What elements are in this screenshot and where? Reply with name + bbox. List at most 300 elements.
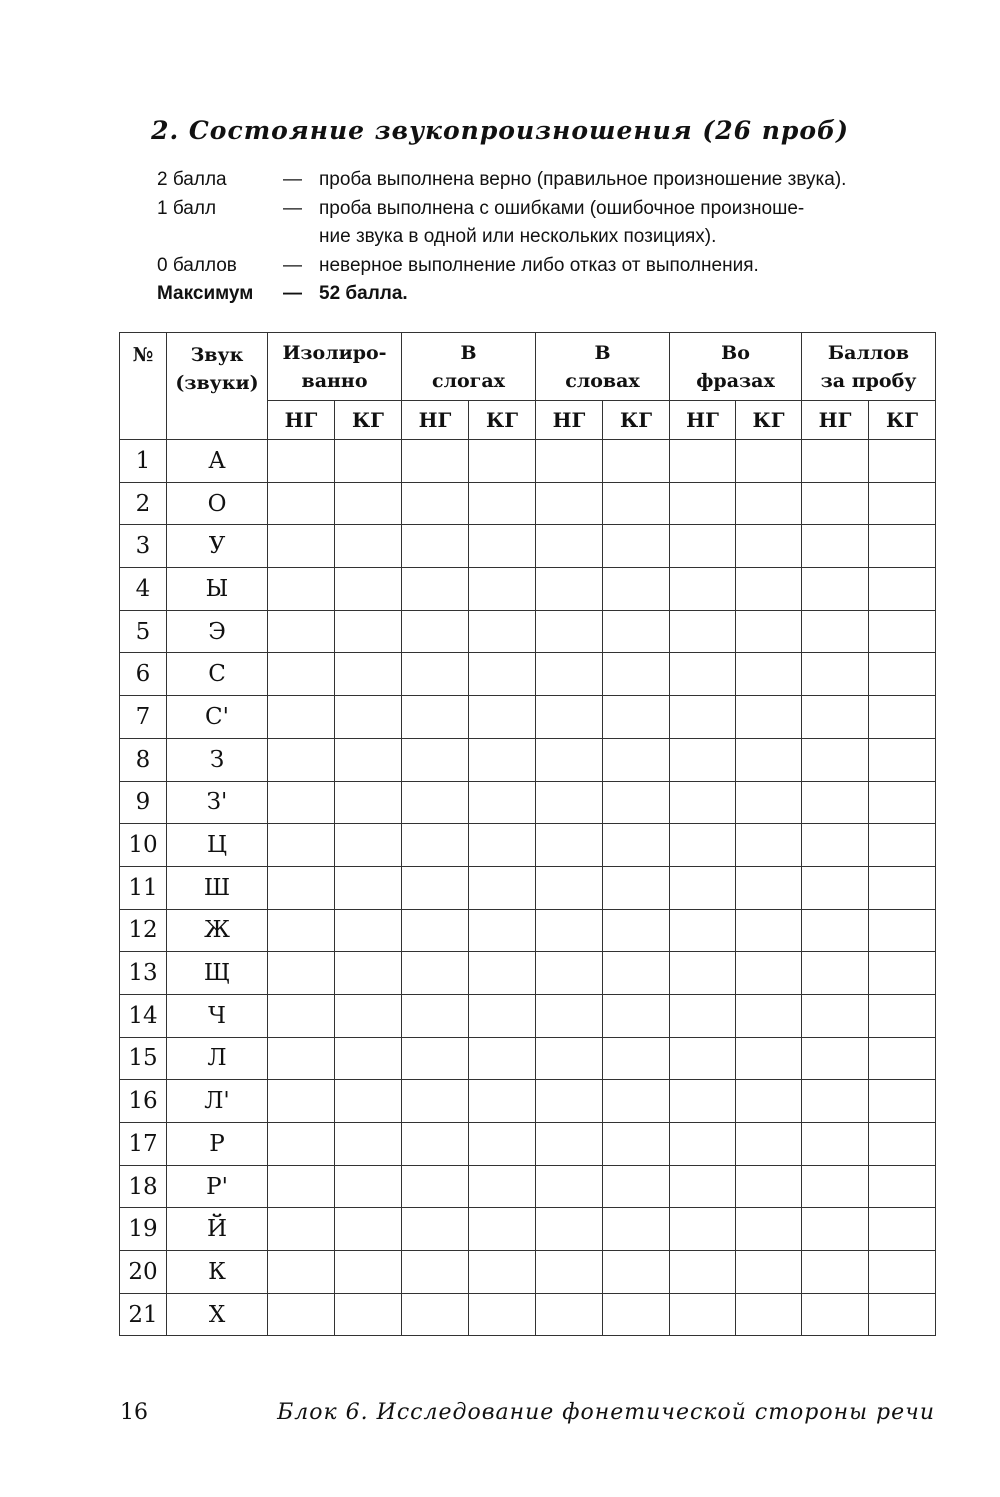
score-cell-kg[interactable] (736, 1123, 802, 1166)
score-cell-ng[interactable] (268, 1080, 335, 1123)
score-cell-kg[interactable] (869, 952, 936, 995)
score-cell-ng[interactable] (268, 952, 335, 995)
row-sound: Р' (167, 1165, 268, 1208)
score-cell-kg[interactable] (869, 610, 936, 653)
score-cell-kg[interactable] (469, 696, 536, 739)
score-cell-kg[interactable] (603, 1080, 670, 1123)
col-header-number: № (120, 333, 167, 440)
subheader-ng: НГ (268, 401, 335, 440)
score-cell-kg[interactable] (469, 610, 536, 653)
score-cell-ng[interactable] (536, 482, 603, 525)
score-cell-ng[interactable] (536, 952, 603, 995)
score-cell-ng[interactable] (670, 866, 736, 909)
score-cell-kg[interactable] (603, 781, 670, 824)
score-cell-kg[interactable] (603, 696, 670, 739)
score-cell-ng[interactable] (268, 653, 335, 696)
subheader-kg: КГ (869, 401, 936, 440)
row-number: 13 (120, 952, 167, 995)
score-cell-ng[interactable] (536, 440, 603, 483)
score-cell-ng[interactable] (402, 1123, 469, 1166)
score-cell-kg[interactable] (469, 1037, 536, 1080)
col-header-phrases (670, 333, 802, 401)
score-cell-kg[interactable] (869, 1080, 936, 1123)
score-cell-ng[interactable] (670, 952, 736, 995)
row-number: 7 (120, 696, 167, 739)
score-cell-kg[interactable] (736, 1251, 802, 1294)
score-cell-kg[interactable] (335, 1080, 402, 1123)
score-cell-ng[interactable] (536, 781, 603, 824)
score-cell-kg[interactable] (869, 1165, 936, 1208)
row-sound: Ы (167, 568, 268, 611)
score-cell-kg[interactable] (469, 653, 536, 696)
row-number: 14 (120, 994, 167, 1037)
score-cell-kg[interactable] (469, 994, 536, 1037)
subheader-ng: НГ (536, 401, 603, 440)
score-cell-ng[interactable] (536, 824, 603, 867)
page-number: 16 (120, 1400, 148, 1425)
score-cell-kg[interactable] (603, 824, 670, 867)
table-row (120, 1293, 936, 1336)
score-cell-kg[interactable] (736, 610, 802, 653)
score-cell-ng[interactable] (802, 994, 869, 1037)
score-cell-ng[interactable] (268, 909, 335, 952)
score-cell-ng[interactable] (402, 909, 469, 952)
score-cell-ng[interactable] (402, 781, 469, 824)
score-cell-ng[interactable] (536, 1293, 603, 1336)
score-cell-kg[interactable] (869, 738, 936, 781)
row-number: 9 (120, 781, 167, 824)
score-cell-kg[interactable] (603, 1251, 670, 1294)
score-cell-ng[interactable] (268, 866, 335, 909)
score-cell-ng[interactable] (802, 1037, 869, 1080)
scoring-row (157, 252, 919, 281)
score-cell-ng[interactable] (802, 1080, 869, 1123)
score-cell-ng[interactable] (670, 568, 736, 611)
row-number: 2 (120, 482, 167, 525)
score-cell-kg[interactable] (469, 1080, 536, 1123)
score-cell-kg[interactable] (469, 568, 536, 611)
score-cell-ng[interactable] (802, 482, 869, 525)
score-cell-ng[interactable] (670, 824, 736, 867)
score-cell-ng[interactable] (670, 1037, 736, 1080)
score-cell-ng[interactable] (536, 909, 603, 952)
row-sound: Э (167, 610, 268, 653)
scoring-row (157, 195, 919, 224)
scoring-row (157, 223, 919, 252)
score-description: проба выполнена с ошибками (ошибочное произноше- (319, 197, 805, 219)
table-row (120, 952, 936, 995)
score-cell-kg[interactable] (736, 482, 802, 525)
score-cell-ng[interactable] (802, 653, 869, 696)
table-row (120, 440, 936, 483)
score-label: 0 баллов (157, 254, 237, 276)
score-cell-ng[interactable] (536, 653, 603, 696)
score-cell-kg[interactable] (869, 781, 936, 824)
score-cell-kg[interactable] (869, 568, 936, 611)
score-cell-ng[interactable] (670, 1251, 736, 1294)
score-cell-kg[interactable] (869, 696, 936, 739)
score-cell-ng[interactable] (670, 696, 736, 739)
table-row (120, 909, 936, 952)
score-cell-kg[interactable] (869, 1208, 936, 1251)
score-cell-ng[interactable] (802, 610, 869, 653)
row-number: 21 (120, 1293, 167, 1336)
score-cell-kg[interactable] (469, 1165, 536, 1208)
score-cell-kg[interactable] (603, 952, 670, 995)
group-line1: Изолиро- (282, 341, 387, 364)
score-cell-ng[interactable] (402, 1080, 469, 1123)
score-cell-kg[interactable] (335, 1165, 402, 1208)
score-cell-kg[interactable] (469, 1208, 536, 1251)
score-cell-ng[interactable] (536, 738, 603, 781)
score-cell-ng[interactable] (402, 994, 469, 1037)
score-cell-ng[interactable] (402, 1208, 469, 1251)
score-cell-ng[interactable] (802, 1251, 869, 1294)
score-cell-ng[interactable] (402, 696, 469, 739)
score-cell-kg[interactable] (469, 482, 536, 525)
group-line2: за пробу (820, 369, 917, 392)
score-cell-kg[interactable] (335, 482, 402, 525)
table-row (120, 1208, 936, 1251)
row-sound: Ц (167, 824, 268, 867)
score-cell-kg[interactable] (603, 866, 670, 909)
score-cell-ng[interactable] (670, 525, 736, 568)
score-cell-kg[interactable] (869, 482, 936, 525)
score-cell-ng[interactable] (268, 525, 335, 568)
score-cell-kg[interactable] (335, 1208, 402, 1251)
score-cell-kg[interactable] (603, 482, 670, 525)
score-cell-kg[interactable] (469, 1251, 536, 1294)
score-cell-ng[interactable] (670, 482, 736, 525)
score-cell-ng[interactable] (402, 1293, 469, 1336)
score-cell-ng[interactable] (670, 653, 736, 696)
score-cell-ng[interactable] (536, 1123, 603, 1166)
score-label (157, 223, 283, 252)
score-cell-ng[interactable] (268, 1293, 335, 1336)
score-cell-kg[interactable] (469, 525, 536, 568)
score-cell-kg[interactable] (869, 653, 936, 696)
table-row (120, 1123, 936, 1166)
score-cell-kg[interactable] (335, 653, 402, 696)
col-header-words (536, 333, 670, 401)
col-header-sound (167, 333, 268, 440)
row-number: 17 (120, 1123, 167, 1166)
score-cell-kg[interactable] (736, 952, 802, 995)
score-cell-kg[interactable] (335, 568, 402, 611)
score-cell-kg[interactable] (869, 824, 936, 867)
score-cell-kg[interactable] (603, 1293, 670, 1336)
score-cell-ng[interactable] (536, 1037, 603, 1080)
score-cell-kg[interactable] (736, 1208, 802, 1251)
score-cell-ng[interactable] (268, 1123, 335, 1166)
score-cell-ng[interactable] (670, 1293, 736, 1336)
score-cell-ng[interactable] (670, 440, 736, 483)
score-cell-ng[interactable] (670, 781, 736, 824)
score-cell-ng[interactable] (402, 610, 469, 653)
row-number: 11 (120, 866, 167, 909)
score-cell-kg[interactable] (736, 781, 802, 824)
score-cell-ng[interactable] (536, 696, 603, 739)
score-cell-kg[interactable] (736, 1037, 802, 1080)
score-cell-kg[interactable] (335, 1037, 402, 1080)
score-cell-kg[interactable] (603, 1037, 670, 1080)
score-cell-kg[interactable] (736, 1165, 802, 1208)
score-cell-kg[interactable] (469, 952, 536, 995)
row-number: 15 (120, 1037, 167, 1080)
score-dash: — (283, 169, 302, 190)
score-cell-ng[interactable] (802, 952, 869, 995)
score-label: 1 балл (157, 197, 217, 219)
score-cell-kg[interactable] (869, 1293, 936, 1336)
score-cell-ng[interactable] (802, 568, 869, 611)
score-cell-ng[interactable] (802, 824, 869, 867)
score-cell-ng[interactable] (268, 781, 335, 824)
score-cell-ng[interactable] (536, 1251, 603, 1294)
score-cell-ng[interactable] (670, 1165, 736, 1208)
score-cell-ng[interactable] (268, 696, 335, 739)
row-number: 1 (120, 440, 167, 483)
subheader-kg: КГ (335, 401, 402, 440)
maximum-label: Максимум (157, 283, 254, 304)
score-cell-ng[interactable] (670, 1123, 736, 1166)
score-cell-ng[interactable] (670, 909, 736, 952)
score-cell-kg[interactable] (869, 866, 936, 909)
score-cell-ng[interactable] (268, 1037, 335, 1080)
score-cell-kg[interactable] (335, 696, 402, 739)
score-cell-kg[interactable] (335, 1293, 402, 1336)
table-row (120, 1251, 936, 1294)
score-cell-kg[interactable] (469, 909, 536, 952)
score-cell-kg[interactable] (469, 1293, 536, 1336)
score-cell-ng[interactable] (268, 1251, 335, 1294)
score-cell-ng[interactable] (670, 610, 736, 653)
score-cell-ng[interactable] (268, 610, 335, 653)
score-cell-kg[interactable] (869, 1251, 936, 1294)
score-dash: — (283, 254, 302, 276)
group-line1: Баллов (827, 341, 910, 364)
score-cell-ng[interactable] (402, 482, 469, 525)
row-sound: Й (167, 1208, 268, 1251)
row-number: 20 (120, 1251, 167, 1294)
score-cell-ng[interactable] (802, 1165, 869, 1208)
score-cell-ng[interactable] (268, 482, 335, 525)
score-cell-kg[interactable] (469, 1123, 536, 1166)
score-cell-kg[interactable] (603, 738, 670, 781)
row-sound: Ш (167, 866, 268, 909)
row-number: 3 (120, 525, 167, 568)
score-cell-ng[interactable] (802, 1208, 869, 1251)
score-cell-ng[interactable] (402, 1037, 469, 1080)
score-cell-ng[interactable] (268, 1208, 335, 1251)
score-cell-ng[interactable] (268, 738, 335, 781)
score-cell-kg[interactable] (335, 525, 402, 568)
score-label: 2 балла (157, 169, 227, 190)
score-cell-kg[interactable] (736, 738, 802, 781)
score-cell-kg[interactable] (469, 738, 536, 781)
col-header-sound-line2: (звуки) (175, 372, 259, 394)
table-row (120, 1080, 936, 1123)
row-number: 12 (120, 909, 167, 952)
score-cell-kg[interactable] (736, 525, 802, 568)
row-sound: С (167, 653, 268, 696)
score-cell-kg[interactable] (736, 568, 802, 611)
score-cell-kg[interactable] (603, 610, 670, 653)
subheader-ng: НГ (802, 401, 869, 440)
subheader-ng: НГ (402, 401, 469, 440)
subheader-kg: КГ (469, 401, 536, 440)
score-cell-ng[interactable] (402, 525, 469, 568)
score-cell-kg[interactable] (335, 1123, 402, 1166)
row-number: 16 (120, 1080, 167, 1123)
score-cell-kg[interactable] (736, 1080, 802, 1123)
score-cell-kg[interactable] (335, 824, 402, 867)
score-cell-ng[interactable] (268, 994, 335, 1037)
score-cell-kg[interactable] (603, 568, 670, 611)
table-row (120, 824, 936, 867)
score-cell-kg[interactable] (736, 653, 802, 696)
score-cell-ng[interactable] (802, 909, 869, 952)
score-cell-ng[interactable] (802, 781, 869, 824)
table-row (120, 696, 936, 739)
score-cell-ng[interactable] (670, 1080, 736, 1123)
row-number: 18 (120, 1165, 167, 1208)
score-description: проба выполнена верно (правильное произношение звука). (319, 169, 847, 190)
score-cell-kg[interactable] (335, 738, 402, 781)
score-cell-ng[interactable] (536, 568, 603, 611)
score-cell-ng[interactable] (670, 994, 736, 1037)
score-cell-kg[interactable] (736, 440, 802, 483)
score-cell-kg[interactable] (335, 440, 402, 483)
section-title: 2. Состояние звукопроизношения (26 проб) (151, 116, 849, 145)
group-line1: В (594, 341, 611, 364)
row-sound: Л' (167, 1080, 268, 1123)
row-sound: З (167, 738, 268, 781)
row-number: 6 (120, 653, 167, 696)
score-cell-ng[interactable] (802, 1123, 869, 1166)
table-row (120, 738, 936, 781)
score-description: неверное выполнение либо отказ от выполнения. (319, 254, 759, 276)
maximum-value: 52 балла. (319, 283, 408, 304)
score-cell-kg[interactable] (335, 1251, 402, 1294)
score-cell-ng[interactable] (536, 1208, 603, 1251)
row-sound: А (167, 440, 268, 483)
score-cell-ng[interactable] (802, 440, 869, 483)
score-cell-kg[interactable] (335, 866, 402, 909)
score-cell-ng[interactable] (670, 738, 736, 781)
score-cell-ng[interactable] (402, 568, 469, 611)
row-sound: Ч (167, 994, 268, 1037)
group-line2: слогах (432, 369, 505, 392)
score-cell-kg[interactable] (603, 525, 670, 568)
score-cell-kg[interactable] (869, 440, 936, 483)
score-cell-ng[interactable] (802, 738, 869, 781)
table-body (120, 440, 936, 1336)
row-sound: Щ (167, 952, 268, 995)
score-cell-kg[interactable] (603, 909, 670, 952)
score-cell-kg[interactable] (869, 994, 936, 1037)
table-row (120, 866, 936, 909)
score-cell-kg[interactable] (869, 1037, 936, 1080)
score-cell-kg[interactable] (736, 866, 802, 909)
score-cell-ng[interactable] (402, 653, 469, 696)
score-cell-kg[interactable] (469, 866, 536, 909)
col-header-syllables (402, 333, 536, 401)
score-cell-ng[interactable] (802, 1293, 869, 1336)
score-cell-kg[interactable] (335, 781, 402, 824)
page-footer (120, 1400, 935, 1425)
score-cell-kg[interactable] (335, 610, 402, 653)
row-number: 8 (120, 738, 167, 781)
assessment-table (119, 332, 936, 1336)
group-line1: Во (721, 341, 750, 364)
score-cell-ng[interactable] (670, 1208, 736, 1251)
score-cell-kg[interactable] (736, 994, 802, 1037)
score-cell-kg[interactable] (469, 824, 536, 867)
score-cell-kg[interactable] (469, 440, 536, 483)
score-cell-ng[interactable] (268, 440, 335, 483)
score-cell-kg[interactable] (736, 1293, 802, 1336)
score-cell-kg[interactable] (869, 909, 936, 952)
score-cell-ng[interactable] (536, 1165, 603, 1208)
score-cell-ng[interactable] (268, 824, 335, 867)
score-cell-kg[interactable] (603, 440, 670, 483)
score-cell-ng[interactable] (536, 994, 603, 1037)
table-row (120, 525, 936, 568)
score-cell-ng[interactable] (536, 525, 603, 568)
table-row (120, 781, 936, 824)
score-cell-kg[interactable] (603, 1165, 670, 1208)
score-cell-kg[interactable] (869, 1123, 936, 1166)
score-cell-kg[interactable] (603, 994, 670, 1037)
row-sound: О (167, 482, 268, 525)
score-cell-kg[interactable] (335, 909, 402, 952)
score-cell-ng[interactable] (268, 1165, 335, 1208)
score-cell-kg[interactable] (869, 525, 936, 568)
score-cell-kg[interactable] (335, 952, 402, 995)
score-cell-ng[interactable] (402, 440, 469, 483)
score-cell-ng[interactable] (802, 696, 869, 739)
table-row (120, 1165, 936, 1208)
score-cell-ng[interactable] (402, 1165, 469, 1208)
score-cell-kg[interactable] (335, 994, 402, 1037)
score-dash (283, 223, 319, 252)
score-cell-ng[interactable] (536, 866, 603, 909)
score-cell-ng[interactable] (402, 824, 469, 867)
subheader-kg: КГ (736, 401, 802, 440)
score-cell-ng[interactable] (402, 952, 469, 995)
row-sound: К (167, 1251, 268, 1294)
row-sound: Х (167, 1293, 268, 1336)
score-cell-kg[interactable] (603, 653, 670, 696)
score-cell-kg[interactable] (736, 824, 802, 867)
row-number: 5 (120, 610, 167, 653)
score-cell-kg[interactable] (469, 781, 536, 824)
score-cell-ng[interactable] (268, 568, 335, 611)
score-cell-ng[interactable] (402, 738, 469, 781)
score-cell-ng[interactable] (536, 610, 603, 653)
scoring-legend (157, 166, 919, 309)
score-cell-kg[interactable] (736, 696, 802, 739)
score-cell-ng[interactable] (802, 866, 869, 909)
score-cell-kg[interactable] (603, 1123, 670, 1166)
score-cell-ng[interactable] (802, 525, 869, 568)
score-cell-ng[interactable] (402, 866, 469, 909)
score-cell-ng[interactable] (402, 1251, 469, 1294)
score-cell-ng[interactable] (536, 1080, 603, 1123)
table-row (120, 994, 936, 1037)
score-cell-kg[interactable] (603, 1208, 670, 1251)
score-cell-kg[interactable] (736, 909, 802, 952)
